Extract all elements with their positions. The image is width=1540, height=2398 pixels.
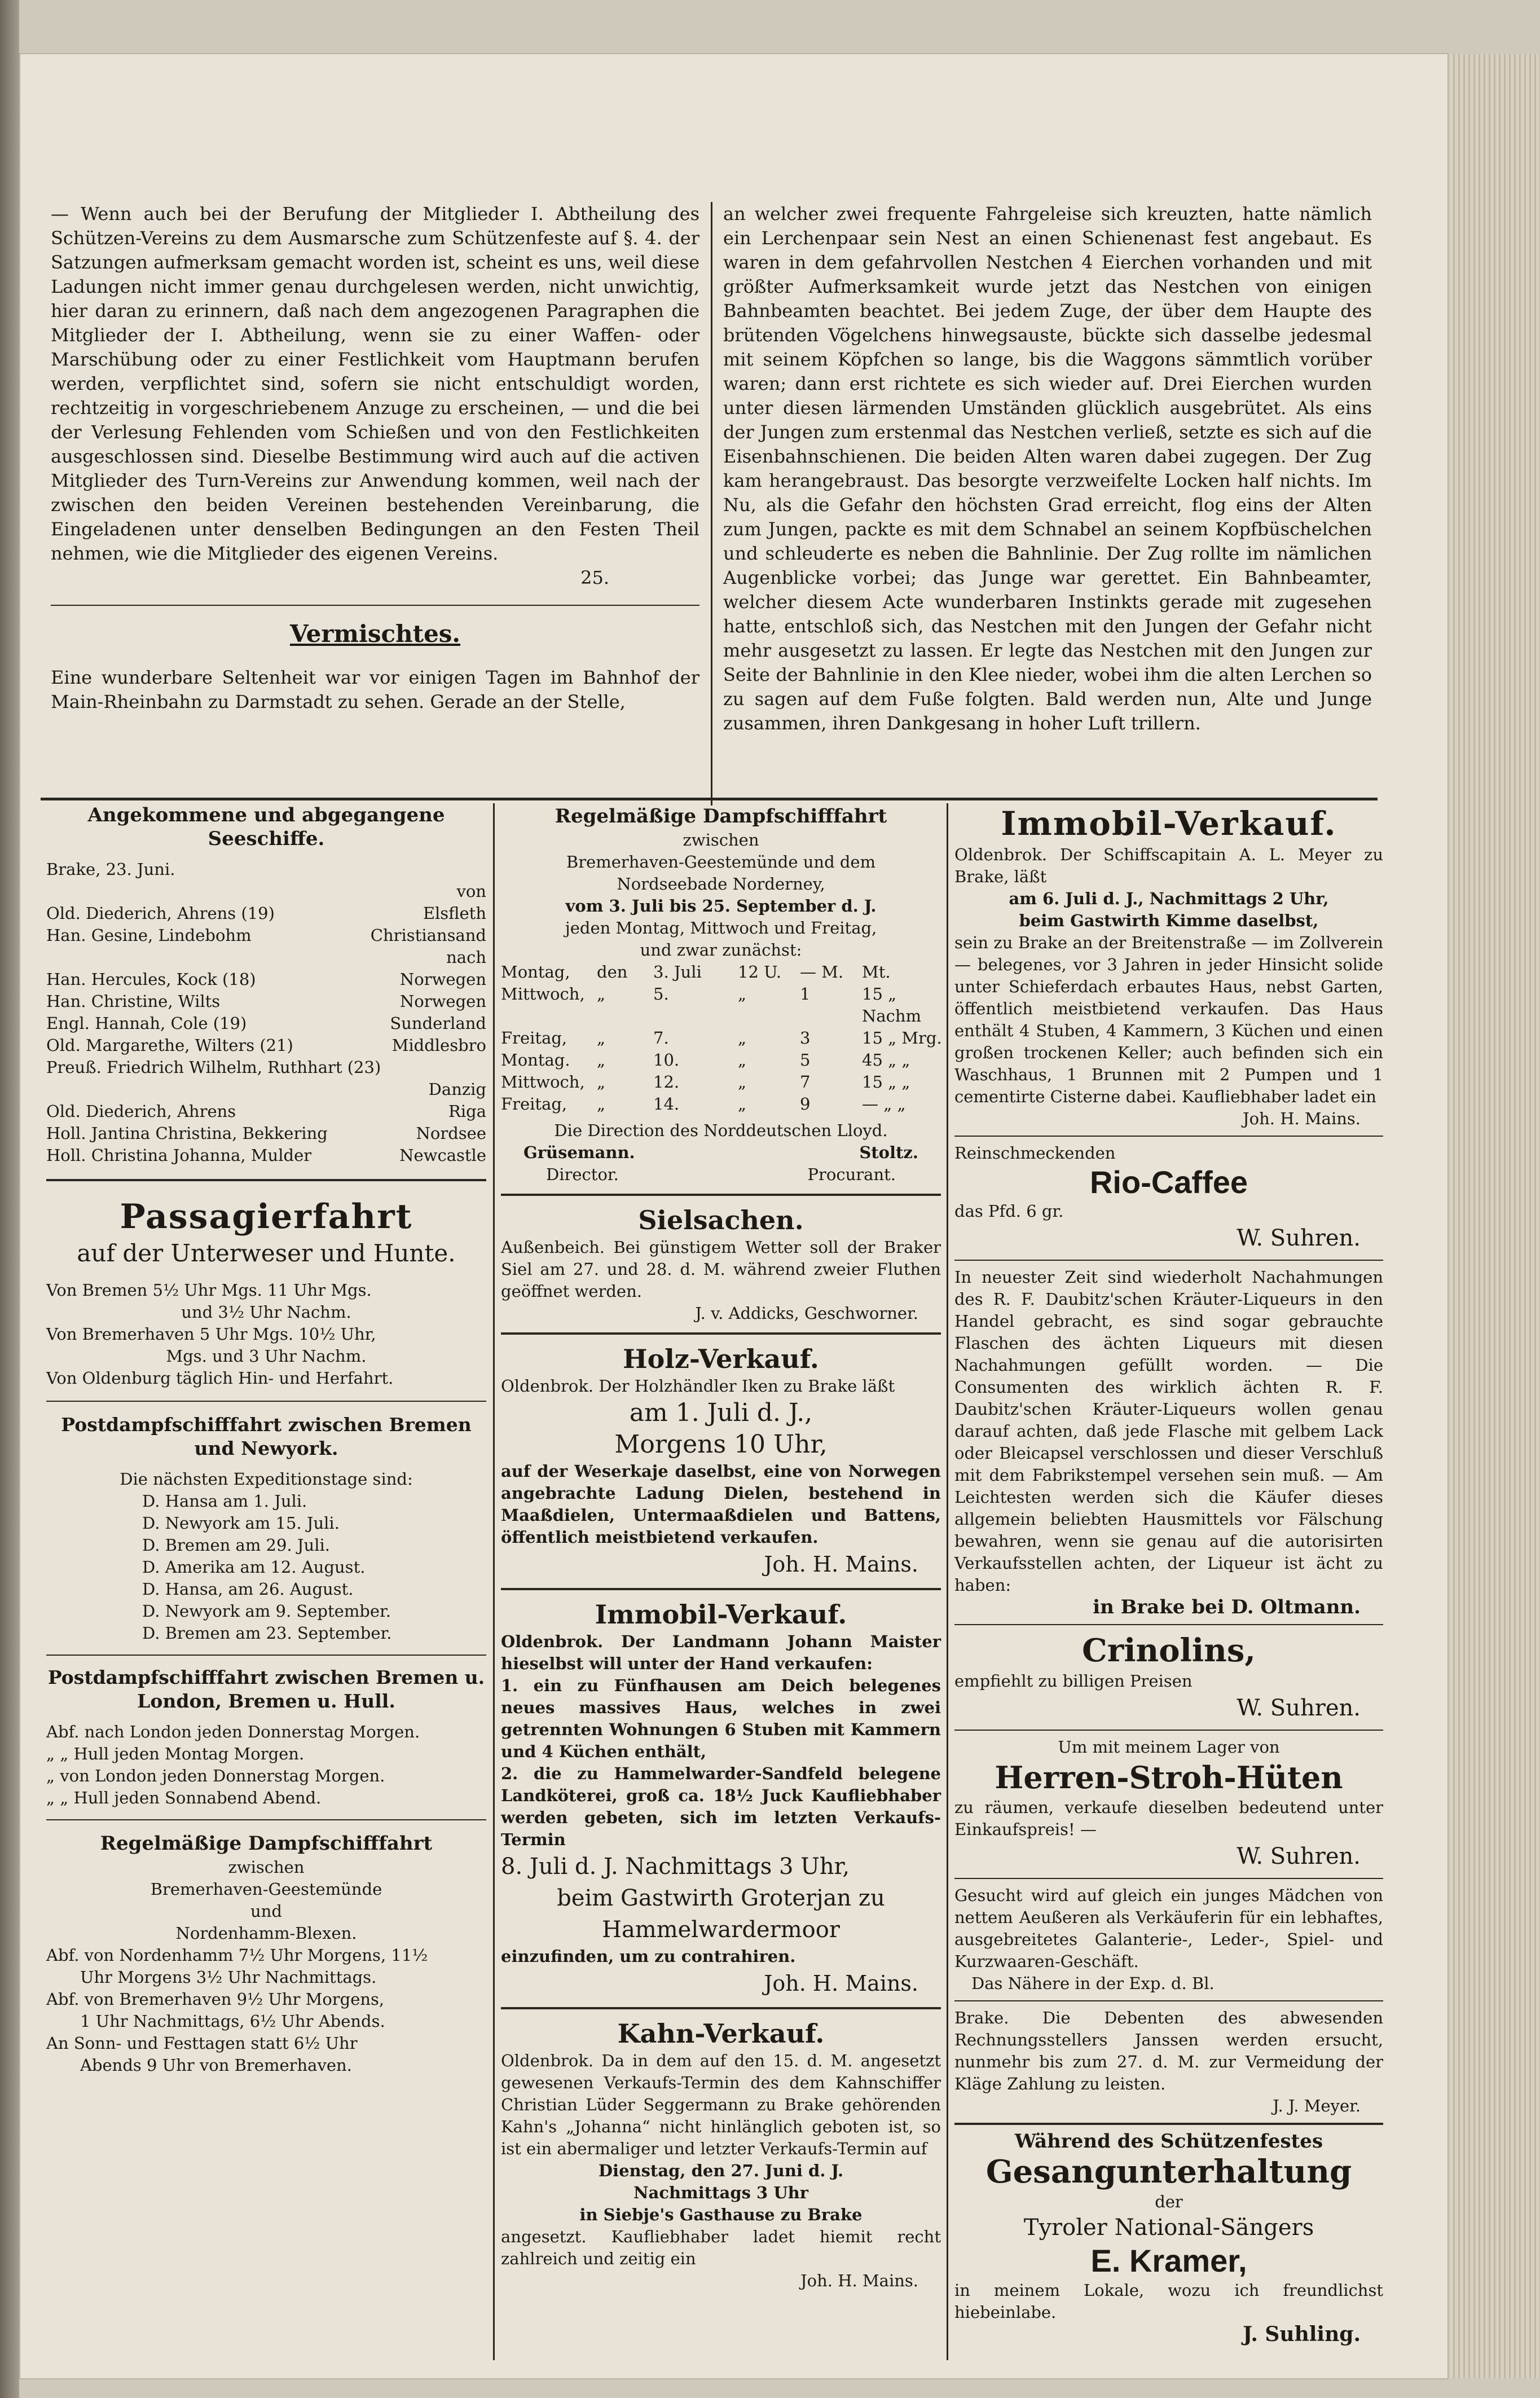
gesang-name: E. Kramer, [1090,2243,1247,2278]
divider [954,1730,1383,1731]
london-schedule [46,1721,486,1809]
schedule-row: Freitag, „ 14. „ 9 — „ „ [501,1094,906,1114]
gesang-body: in meinem Lokale, wozu ich freundlichst hiebeinlabe. [954,2281,1383,2322]
column-three [954,803,1383,2346]
kahn-place: in Siebje's Gasthause zu Brake [579,2205,863,2224]
lloyd-signatures: Grüsemann. Stoltz. [523,1143,918,1162]
ships-place-date: Brake, 23. Juni. [46,860,175,879]
schuetzen-sig: 25. [580,567,609,588]
book-spine [0,0,19,2398]
divider [954,2000,1383,2001]
immobil1-body: Oldenbrok. Der Schiffscapitain A. L. Meyer zu Brake, läßt [954,845,1383,886]
ship-row: Han. Gesine, Lindebohm Christiansand [46,926,486,945]
siel-sig: J. v. Addicks, Geschworner. [695,1304,918,1323]
ship-row: Engl. Hannah, Cole (19) Sunderland [46,1014,486,1033]
vermischtes-heading: Vermischtes. [289,620,461,648]
vermischtes-intro: Eine wunderbare Seltenheit war vor einigen Tagen im Bahnhof der Main-Rheinbahn zu Darmstadt zu sehen. Gerade an der Stelle, [51,667,699,712]
kahn-date: Dienstag, den 27. Juni d. J. [598,2161,844,2180]
blexen-line: Nordenhamm-Blexen. [175,1924,357,1943]
london-heading: Postdampfschifffahrt zwischen Bremen u. London, Bremen u. Hull. [47,1666,485,1712]
gesang-pre: Während des Schützenfestes [1014,2130,1323,2153]
ship-row: Old. Margarethe, Wilters (21) Middlesbro [46,1036,486,1055]
ship-row: Han. Christine, Wilts Norwegen [46,992,486,1011]
gesang-group: Tyroler National-Sängers [1023,2215,1314,2241]
ships-heading: Angekommene und abgegangene Seeschiffe. [87,804,445,850]
rio-sig: W. Suhren. [1237,1225,1361,1251]
schedule-row: Mittwoch, „ 5. „ 1 15 „ Nachm [501,984,922,1026]
blexen-heading: Regelmäßige Dampfschifffahrt [100,1832,433,1855]
newyork-list [46,1490,486,1644]
immobil2-date: 8. Juli d. J. Nachmittags 3 Uhr, [501,1854,850,1880]
ship-row: Old. Diederich, Ahrens (19) Elsfleth [46,904,486,923]
blexen-body: Uhr Morgens 3½ Uhr Nachmittags. [80,1968,377,1987]
blexen-body: Abends 9 Uhr von Bremerhaven. [80,2056,352,2075]
sailing-date: D. Bremen am 29. Juli. [142,1535,330,1555]
article-left [51,202,699,714]
schedule-row: Freitag, „ 7. „ 3 15 „ Mrg. [501,1028,942,1048]
divider [954,2123,1383,2125]
passagier-line: Mgs. und 3 Uhr Nachm. [166,1347,367,1366]
schedule-row: Mittwoch, „ 12. „ 7 15 „ „ [501,1072,910,1092]
ship-row: Old. Diederich, Ahrens Riga [46,1102,486,1121]
sailing-date: D. Bremen am 23. September. [142,1623,392,1643]
lloyd-roles: Director. Procurant. [546,1165,896,1184]
ship-row: Han. Hercules, Kock (18) Norwegen [46,970,486,989]
holz-heading: Holz-Verkauf. [623,1344,819,1374]
divider [501,2007,941,2009]
norderney-schedule [501,961,941,1115]
immobil2-tail: einzufinden, um zu contrahiren. [501,1947,796,1966]
immobil1-sig: Joh. H. Mains. [1243,1109,1361,1128]
holz-date: am 1. Juli d. J., [629,1398,813,1427]
rio-heading: Rio-Caffee [1089,1164,1248,1200]
rio-price: das Pfd. 6 gr. [954,1202,1064,1221]
passagier-line: Von Oldenburg täglich Hin- und Herfahrt. [46,1369,394,1388]
passagier-line: und 3½ Uhr Nachm. [181,1303,351,1322]
hueten-heading: Herren-Stroh-Hüten [995,1759,1343,1796]
holz-body-2: auf der Weserkaje daselbst, eine von Norwegen angebrachte Ladung Dielen, bestehend in Maaßdielen, Untermaaßdielen und Battens, öffentlich meistbietend verkaufen. [501,1462,941,1547]
norderney-heading: Regelmäßige Dampfschifffahrt [555,805,887,828]
gesucht-tail: Das Nähere in der Exp. d. Bl. [971,1974,1215,1993]
sailing-date: D. Hansa am 1. Juli. [142,1491,307,1511]
immobil1-place: beim Gastwirth Kimme daselbst, [1019,911,1319,930]
norderney-line: und zwar zunächst: [640,940,802,960]
divider [51,605,699,606]
hueten-body: zu räumen, verkaufe dieselben bedeutend unter Einkaufspreis! — [954,1798,1383,1839]
divider [954,1624,1383,1625]
top-rule [41,798,1378,800]
norderney-line: Bremerhaven-Geestemünde und dem [566,852,876,872]
newyork-heading: Postdampfschifffahrt zwischen Bremen und Newyork. [61,1414,472,1459]
hueten-pre: Um mit meinem Lager von [1058,1737,1280,1757]
schedule-row: Montag, den 3. Juli 12 U. — M. Mt. [501,962,891,982]
ship-row: Holl. Jantina Christina, Bekkering Nordsee [46,1124,486,1143]
blexen-line: Bremerhaven-Geestemünde [150,1880,382,1899]
schedule-row: Montag. „ 10. „ 5 45 „ „ [501,1050,910,1070]
norderney-line: zwischen [683,830,759,850]
kahn-tail: angesetzt. Kaufliebhaber ladet hiemit recht zahlreich und zeitig ein [501,2227,941,2268]
london-line: Abf. nach London jeden Donnerstag Morgen. [46,1722,420,1741]
divider [46,1819,486,1820]
crinolins-body: empfiehlt zu billigen Preisen [954,1671,1193,1691]
page-edges [1450,54,1540,2378]
divider [46,1179,486,1181]
sailing-date: D. Newyork am 15. Juli. [142,1513,340,1533]
hueten-sig: W. Suhren. [1237,1843,1361,1869]
liqueur-sig: in Brake bei D. Oltmann. [1093,1596,1361,1618]
passagier-heading: Passagierfahrt [120,1197,413,1237]
immobil1-date: am 6. Juli d. J., Nachmittags 2 Uhr, [1009,889,1329,908]
immobil2-heading: Immobil-Verkauf. [595,1599,847,1630]
column-divider [711,202,712,806]
norderney-line: jeden Montag, Mittwoch und Freitag, [565,918,877,938]
gesang-sig: J. Suhling. [1243,2322,1361,2346]
siel-heading: Sielsachen. [638,1205,804,1235]
crinolins-sig: W. Suhren. [1237,1695,1361,1721]
gesang-der: der [1155,2192,1183,2211]
london-line: „ „ Hull jeden Montag Morgen. [46,1744,305,1763]
passagier-line: Von Bremen 5½ Uhr Mgs. 11 Uhr Mgs. [46,1281,372,1300]
lerchen-story: an welcher zwei frequente Fahrgeleise sich kreuzten, hatte nämlich ein Lerchenpaar sein Nest an einen Schienenast fest angebaut. Es waren in dem gefahrvollen Nestchen 4 Eierchen vorhanden und mit größter Aufmerksamkeit wurde jetzt das Nestchen von einigen Bahnbeamten beachtet. Bei jedem Zuge, der über dem Haupte des brütenden Vögelchens hinwegsauste, bückte sich dasselbe jedesmal mit seinem Köpfchen so lange, bis die Waggons sämmtlich vorüber waren; dann erst richtete es sich wieder auf. Drei Eierchen wurden unter diesen lärmenden Umständen glücklich ausgebrütet. Als eins der Jungen zum erstenmal das Nestchen verließ, setzte es sich auf die Eisenbahnschienen. Die beiden Alten waren dabei zugegen. Der Zug kam herangebraust. Das besorgte verzweifelte Locken half nichts. Im Nu, als die Gefahr den höchsten Grad erreicht, flog eins der Alten zum Jungen, packte es mit dem Schnabel an seinem Kopfbüschelchen und schleuderte es neben die Bahnlinie. Der Zug rollte im nämlichen Augenblicke vorbei; das Junge war gerettet. Ein Bahnbeamter, welcher diesem Acte wunderbaren Instinkts gerade mit zugesehen hatte, entschloß sich, das Nestchen mit den Jungen der Gefahr nicht mehr ausgesetzt zu lassen. Er legte das Nestchen mit den Jungen zur Seite der Bahnlinie in den Klee nieder, wobei ihm die alten Lerchen so zu sagen auf dem Fuße folgten. Bald werden nun, Alte und Junge zusammen, ihren Dankgesang in hoher Luft trillern. [723,203,1372,734]
passagier-sub: auf der Unterweser und Hunte. [77,1239,456,1267]
divider [954,1260,1383,1261]
article-right [723,202,1372,736]
column-divider [947,803,948,2360]
divider [46,1655,486,1656]
ship-row: Holl. Christina Johanna, Mulder Newcastle [46,1146,486,1165]
divider [501,1332,941,1335]
immobil2-place: Hammelwardermoor [602,1917,840,1943]
debenten-body: Brake. Die Debenten des abwesenden Rechnungsstellers Janssen werden ersucht, nunmehr bis zum 27. d. M. zur Vermeidung der Kläge Zahlung zu leisten. [954,2008,1383,2093]
rio-pre: Reinschmeckenden [954,1143,1116,1163]
kahn-sig: Joh. H. Mains. [800,2271,918,2290]
ship-row: nach [446,948,486,967]
crinolins-heading: Crinolins, [1082,1632,1256,1669]
kahn-heading: Kahn-Verkauf. [617,2018,825,2049]
sailing-date: D. Amerika am 12. August. [142,1557,366,1577]
ships-von: von [456,882,486,901]
gesucht-body: Gesucht wird auf gleich ein junges Mädchen von nettem Aeußeren als Verkäuferin für ein lebhaftes, ausgebreitetes Galanterie-, Leder-, Spiel- und Kurzwaaren-Geschäft. [954,1886,1383,1971]
lloyd-direction: Die Direction des Norddeutschen Lloyd. [554,1121,888,1140]
immobil2-item: 2. die zu Hammelwarder-Sandfeld belegene Landköterei, groß ca. 18½ Juck Kaufliebhaber werden gebeten, sich im letzten Verkaufs-Termin [501,1764,941,1849]
sailing-date: D. Newyork am 9. September. [142,1601,391,1621]
newyork-intro: Die nächsten Expeditionstage sind: [120,1469,413,1489]
ship-row: Preuß. Friedrich Wilhelm, Ruthhart (23) [46,1058,381,1077]
blexen-line: und [250,1902,282,1921]
column-two [501,803,941,2292]
blexen-body: Abf. von Bremerhaven 9½ Uhr Morgens, [46,1990,385,2009]
divider [501,1194,941,1196]
holz-sig: Joh. H. Mains. [764,1552,918,1577]
ship-row: Danzig [428,1080,486,1099]
immobil2-sig: Joh. H. Mains. [764,1971,918,1996]
column-one [46,803,486,2076]
norderney-line: vom 3. Juli bis 25. September d. J. [565,896,877,916]
immobil2-item: 1. ein zu Fünfhausen am Deich belegenes neues massives Haus, welches in zwei getrennten Wohnungen 6 Stuben mit Kammern und 4 Küchen enthält, [501,1676,941,1761]
blexen-body: 1 Uhr Nachmittags, 6½ Uhr Abends. [80,2012,385,2031]
immobil2-body: Oldenbrok. Der Landmann Johann Maister hieselbst will unter der Hand verkaufen: [501,1632,941,1673]
kahn-body: Oldenbrok. Da in dem auf den 15. d. M. angesetzt gewesenen Verkaufs-Termin des dem Kahnschiffer Christian Lüder Seggermann zu Brake gehörenden Kahn's „Johanna“ nicht hinlänglich geboten ist, so ist ein abermaliger und letzter Verkaufs-Termin auf [501,2051,941,2158]
kahn-time: Nachmittags 3 Uhr [633,2183,808,2202]
divider [954,1878,1383,1879]
divider [501,1588,941,1590]
holz-body: Oldenbrok. Der Holzhändler Iken zu Brake läßt [501,1376,895,1396]
newspaper-page [20,54,1447,2378]
holz-time: Morgens 10 Uhr, [614,1430,828,1459]
debenten-sig: J. J. Meyer. [1273,2096,1361,2115]
london-line: „ „ Hull jeden Sonnabend Abend. [46,1788,322,1807]
divider [46,1401,486,1402]
norderney-line: Nordseebade Norderney, [617,874,825,894]
schuetzen-notice: — Wenn auch bei der Berufung der Mitglieder I. Abtheilung des Schützen-Vereins zu dem Ausmarsche zum Schützenfeste auf §. 4. der Satzungen aufmerksam gemacht worden ist, scheint es uns, weil diese Ladungen nicht immer genau durchgelesen werden, nicht unwichtig, hier daran zu erinnern, daß nach dem angezogenen Paragraphen die Mitglieder der I. Abtheilung, wenn sie zu einer Waffen- oder Marschübung oder zu einer Festlichkeit vom Hauptmann berufen werden, verpflichtet sind, sofern sie nicht entschuldigt worden, rechtzeitig in vorgeschriebenem Anzuge zu erscheinen, — und die bei der Verlesung Fehlenden vom Schießen und von den Festlichkeiten ausgeschlossen sind. Dieselbe Bestimmung wird auch auf die activen Mitglieder des Turn-Vereins zur Anwendung kommen, weil nach der zwischen den beiden Vereinen bestehenden Vereinbarung, die Eingeladenen unter denselben Bedingungen an den Festen Theil nehmen, wie die Mitglieder des eigenen Vereins. [51,203,699,564]
london-line: „ von London jeden Donnerstag Morgen. [46,1766,385,1785]
sailing-date: D. Hansa, am 26. August. [142,1579,354,1599]
column-divider [493,803,495,2360]
passagier-line: Von Bremerhaven 5 Uhr Mgs. 10½ Uhr, [46,1325,376,1344]
liqueur-body: In neuester Zeit sind wiederholt Nachahmungen des R. F. Daubitz'schen Kräuter-Liqueurs in den Handel gebracht, es sind sogar gebrauchte Flaschen des ächten Liqueurs mit diesen Nachahmungen gefüllt worden. — Die Consumenten des wirklich ächten R. F. Daubitz'schen Kräuter-Liqueurs wollen genau darauf achten, daß jede Flasche mit gelbem Lack oder Bleicapsel verschlossen und dieser Verschluß mit dem Fabrikstempel versehen sein muß. — Am Leichtesten werden sich die Käufer dieses allgemein beliebten Hausmittels vor Fälschung bewahren, wenn sie genau auf die autorisirten Verkaufsstellen achten, der Liqueur ist ächt zu haben: [954,1268,1383,1595]
gesang-heading: Gesangunterhaltung [985,2153,1352,2190]
immobil1-heading: Immobil-Verkauf. [1001,804,1337,843]
blexen-body: Abf. von Nordenhamm 7½ Uhr Morgens, 11½ [46,1946,428,1965]
immobil1-body-2: sein zu Brake an der Breitenstraße — im Zollverein — belegenes, vor 3 Jahren in jeder Hinsicht solide unter Schieferdach erbautes Haus, nebst Garten, öffentlich meistbietend verkaufen. Das Haus enthält 4 Stuben, 4 Kammern, 3 Küchen und einen großen trockenen Keller; auch befinden sich ein Waschhaus, 1 Brunnen mit 2 Pumpen und 1 cementirte Cisterne dabei. Kaufliebhaber ladet ein [954,933,1383,1106]
blexen-body: An Sonn- und Festtagen statt 6½ Uhr [46,2034,358,2053]
blexen-line: zwischen [228,1858,305,1877]
divider [954,1136,1383,1137]
siel-body: Außenbeich. Bei günstigem Wetter soll der Braker Siel am 27. und 28. d. M. während zweier Fluthen geöffnet werden. [501,1238,941,1301]
immobil2-place: beim Gastwirth Groterjan zu [557,1885,885,1911]
